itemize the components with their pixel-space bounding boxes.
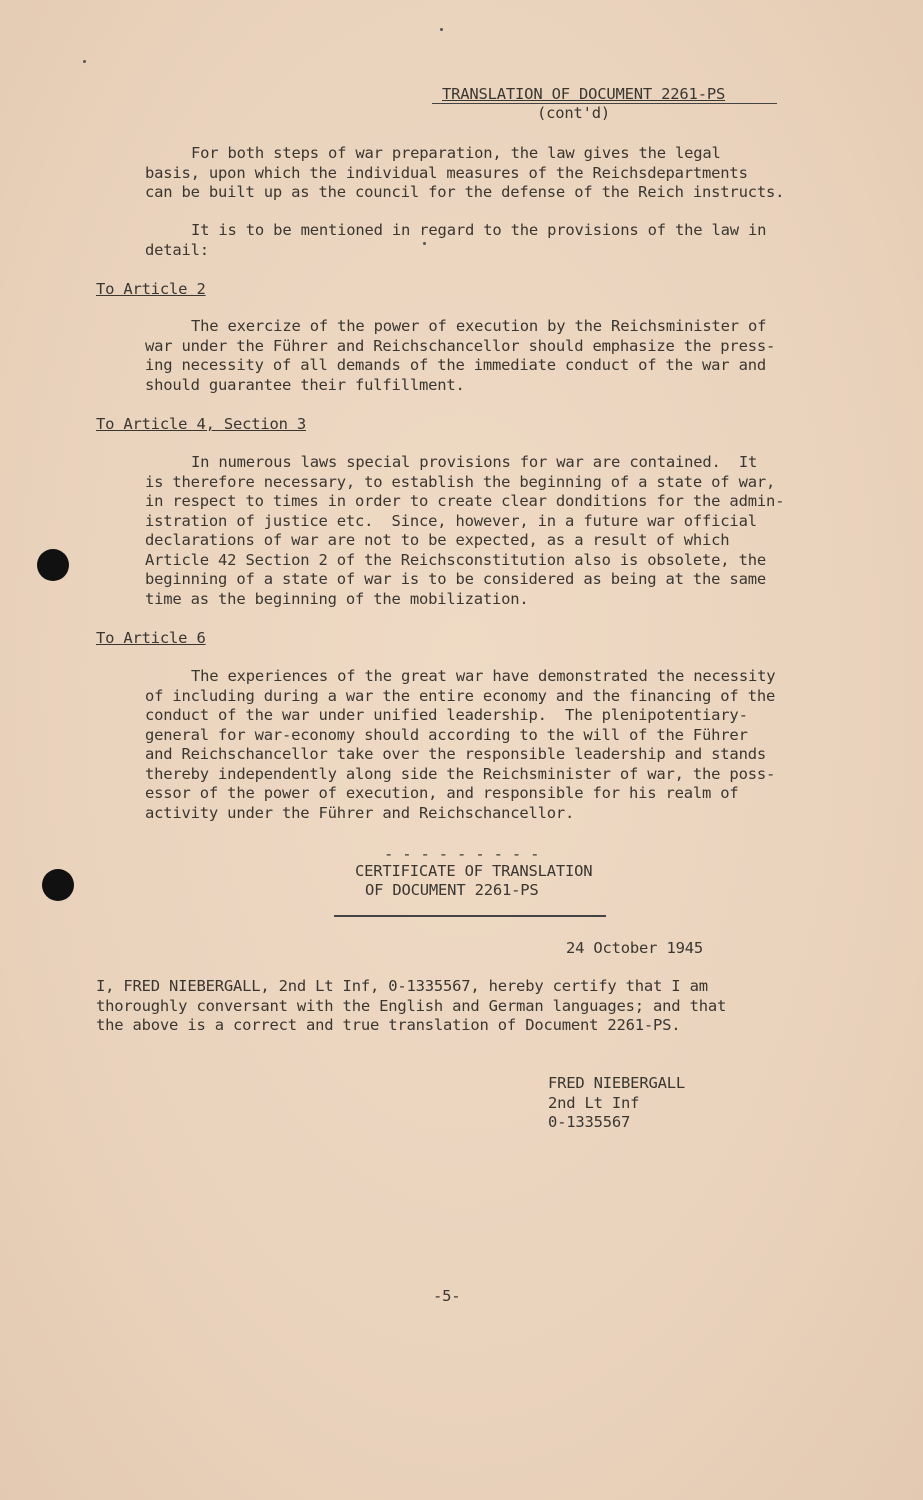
section-heading-article-2: To Article 2 — [96, 280, 206, 298]
text-line: The exercize of the power of execution by the Reichsminister of — [191, 317, 767, 335]
text-line: The experiences of the great war have demonstrated the necessity — [191, 667, 776, 685]
intro-paragraph-2 — [145, 221, 766, 260]
signature-name: FRED NIEBERGALL — [548, 1074, 685, 1092]
punch-hole-bottom — [42, 869, 74, 901]
text-line: thoroughly conversant with the English and German languages; and that — [96, 996, 727, 1015]
text-line: basis, upon which the individual measures of the Reichsdepartments — [145, 163, 748, 182]
punch-hole-top — [37, 549, 69, 581]
text-line: can be built up as the council for the defense of the Reich instructs. — [145, 183, 785, 201]
signature-rank: 2nd Lt Inf — [548, 1093, 640, 1112]
text-line: I, FRED NIEBERGALL, 2nd Lt Inf, 0-1335567, hereby certify that I am — [96, 977, 708, 995]
certificate-subtitle: OF DOCUMENT 2261-PS — [365, 881, 539, 899]
text-line: In numerous laws special provisions for war are contained. It — [191, 453, 758, 471]
signature-block — [548, 1074, 685, 1133]
text-line: in respect to times in order to create clear donditions for the admin- — [145, 492, 785, 510]
section-heading-article-6: To Article 6 — [96, 629, 206, 647]
text-line: conduct of the war under unified leadership. The plenipotentiary- — [145, 706, 748, 724]
section-body-article-2 — [145, 317, 775, 395]
text-line: of including during a war the entire economy and the financing of the — [145, 686, 776, 705]
text-line: should guarantee their fulfillment. — [145, 375, 465, 394]
speck — [440, 28, 443, 31]
text-line: time as the beginning of the mobilization. — [145, 589, 529, 608]
section-heading-article-4: To Article 4, Section 3 — [96, 415, 307, 433]
text-line: thereby independently along side the Reichsminister of war, the poss- — [145, 764, 776, 783]
section-body-article-6 — [145, 667, 775, 823]
section-body-article-4 — [145, 453, 784, 609]
text-line: detail: — [145, 240, 209, 259]
text-line: declarations of war are not to be expected, as a result of which — [145, 531, 730, 549]
document-title: TRANSLATION OF DOCUMENT 2261-PS — [442, 85, 726, 103]
page-number: -5- — [433, 1287, 461, 1305]
text-line: general for war-economy should according to the will of the Führer — [145, 725, 748, 744]
text-line: the above is a correct and true translation of Document 2261-PS. — [96, 1016, 681, 1034]
certificate-title: CERTIFICATE OF TRANSLATION — [355, 862, 593, 880]
text-line: essor of the power of execution, and responsible for his realm of — [145, 784, 739, 802]
signature-serial: 0-1335567 — [548, 1113, 631, 1131]
intro-paragraph-1 — [145, 144, 784, 203]
certificate-rule — [334, 915, 606, 917]
text-line: beginning of a state of war is to be considered as being at the same — [145, 570, 766, 588]
separator-dashes: - - - - - - - - - — [384, 845, 540, 863]
text-line: activity under the Führer and Reichschancellor. — [145, 803, 575, 822]
text-line: For both steps of war preparation, the law gives the legal — [191, 144, 721, 162]
certificate-date: 24 October 1945 — [566, 939, 703, 957]
text-line: and Reichschancellor take over the responsible leadership and stands — [145, 745, 766, 763]
speck — [83, 60, 86, 63]
certificate-body — [96, 977, 726, 1036]
text-line: It is to be mentioned in regard to the provisions of the law in — [191, 221, 767, 239]
document-subtitle: (cont'd) — [537, 104, 611, 122]
text-line: istration of justice etc. Since, however, in a future war official — [145, 511, 757, 530]
text-line: is therefore necessary, to establish the beginning of a state of war, — [145, 472, 776, 491]
text-line: ing necessity of all demands of the immediate conduct of the war and — [145, 356, 766, 374]
text-line: war under the Führer and Reichschancellor should emphasize the press- — [145, 336, 776, 355]
text-line: Article 42 Section 2 of the Reichsconstitution also is obsolete, the — [145, 550, 766, 569]
